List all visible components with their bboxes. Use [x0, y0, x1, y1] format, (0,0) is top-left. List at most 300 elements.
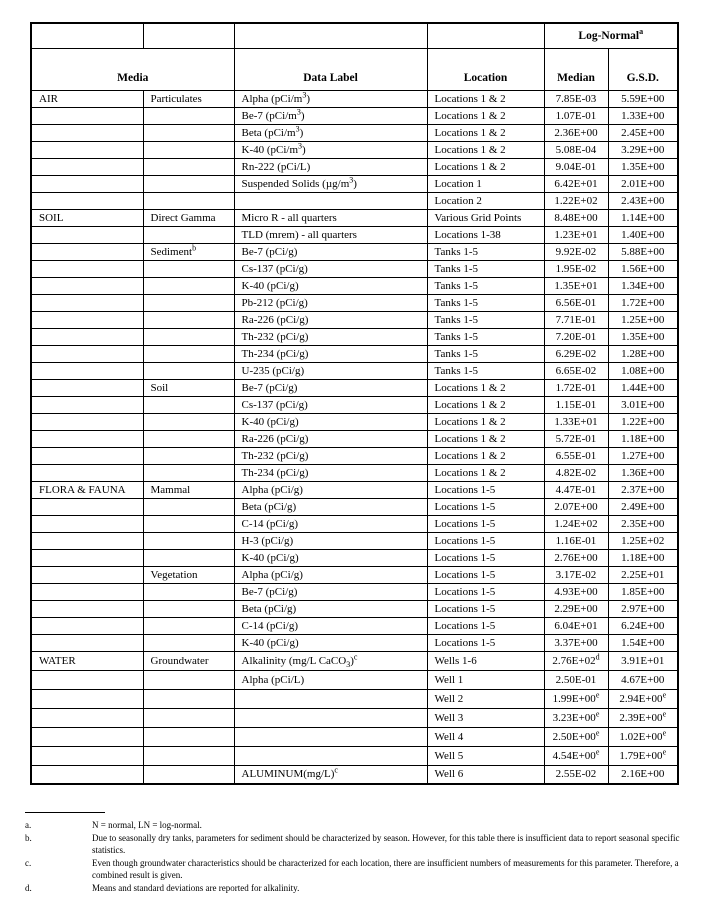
data-label-cell — [234, 708, 427, 727]
media-cell — [31, 379, 143, 396]
media-sub-cell — [143, 727, 234, 746]
footnote-text: Even though groundwater characteristics should be characterized for each location, there are insufficient numbers of measurements for this parameter. Therefore, a combined result is given. — [92, 857, 679, 880]
media-sub-cell — [143, 532, 234, 549]
superscript: e — [595, 746, 600, 756]
location-cell: Well 1 — [427, 670, 544, 689]
data-label-cell: K-40 $(pCi/m^3)$ — [234, 141, 427, 158]
location-cell: Locations 1 & 2 — [427, 107, 544, 124]
superscript: c — [353, 651, 358, 661]
table-row — [31, 430, 678, 447]
gsd-cell: 1.35E+00 — [608, 328, 678, 345]
data-label-cell: Ra-226 (pCi/g) — [234, 430, 427, 447]
media-cell — [31, 708, 143, 727]
superscript: b — [192, 243, 197, 252]
media-sub-cell — [143, 430, 234, 447]
median-cell: 7.85E-03 — [544, 90, 608, 107]
media-sub-cell — [143, 515, 234, 532]
media-sub-cell — [143, 141, 234, 158]
media-sub-cell — [143, 634, 234, 651]
median-cell: 5.72E-01 — [544, 430, 608, 447]
media-cell — [31, 175, 143, 192]
media-cell — [31, 413, 143, 430]
media-cell — [31, 515, 143, 532]
median-cell: 7.20E-01 — [544, 328, 608, 345]
data-label-cell: Alpha (pCi/L) — [234, 670, 427, 689]
median-cell: $1.99E+00^e$ — [544, 689, 608, 708]
superscript: d — [595, 651, 600, 661]
media-cell — [31, 226, 143, 243]
superscript: e — [595, 727, 600, 737]
data-label-cell: Rn-222 (pCi/L) — [234, 158, 427, 175]
location-cell: Locations 1-5 — [427, 515, 544, 532]
media-sub-cell — [143, 345, 234, 362]
gsd-cell: 3.29E+00 — [608, 141, 678, 158]
footnote-list — [25, 819, 697, 894]
location-cell: Locations 1 & 2 — [427, 379, 544, 396]
median-column-header: Median — [544, 48, 608, 90]
media-sub-cell — [143, 765, 234, 784]
gsd-cell: 1.33E+00 — [608, 107, 678, 124]
table-row — [31, 498, 678, 515]
table-row — [31, 124, 678, 141]
gsd-cell: 1.54E+00 — [608, 634, 678, 651]
media-sub-cell: Mammal — [143, 481, 234, 498]
media-sub-cell — [143, 464, 234, 481]
data-label-cell: Th-234 (pCi/g) — [234, 345, 427, 362]
data-label-cell: Be-7 (pCi/g) — [234, 379, 427, 396]
media-sub-cell — [143, 549, 234, 566]
gsd-cell: 2.01E+00 — [608, 175, 678, 192]
median-cell: 3.37E+00 — [544, 634, 608, 651]
footnote — [25, 857, 697, 882]
gsd-cell: 4.67E+00 — [608, 670, 678, 689]
gsd-cell: 1.40E+00 — [608, 226, 678, 243]
media-sub-cell — [143, 447, 234, 464]
location-cell: Well 6 — [427, 765, 544, 784]
media-cell — [31, 746, 143, 765]
location-cell: Various Grid Points — [427, 209, 544, 226]
data-label-cell: Micro R - all quarters — [234, 209, 427, 226]
location-cell: Wells 1-6 — [427, 651, 544, 670]
media-sub-cell — [143, 413, 234, 430]
table-row — [31, 583, 678, 600]
media-cell — [31, 727, 143, 746]
media-cell: SOIL — [31, 209, 143, 226]
median-cell: 1.07E-01 — [544, 107, 608, 124]
data-label-cell: Be-7 $(pCi/m^3)$ — [234, 107, 427, 124]
location-cell: Locations 1 & 2 — [427, 447, 544, 464]
data-label-cell: Cs-137 (pCi/g) — [234, 396, 427, 413]
data-label-cell: K-40 (pCi/g) — [234, 413, 427, 430]
location-cell: Tanks 1-5 — [427, 328, 544, 345]
median-cell: 1.16E-01 — [544, 532, 608, 549]
median-cell: 5.08E-04 — [544, 141, 608, 158]
data-label-cell: K-40 (pCi/g) — [234, 634, 427, 651]
superscript: 3 — [302, 90, 307, 99]
table-row — [31, 90, 678, 107]
gsd-cell: 1.35E+00 — [608, 158, 678, 175]
environmental-data-table — [30, 22, 679, 785]
location-cell: Locations 1-5 — [427, 634, 544, 651]
media-column-header: Media — [31, 48, 234, 90]
median-cell: 1.15E-01 — [544, 396, 608, 413]
table-body — [31, 90, 678, 784]
data-label-cell: Beta $(pCi/m^3)$ — [234, 124, 427, 141]
location-cell: Locations 1-5 — [427, 532, 544, 549]
table-row — [31, 670, 678, 689]
location-cell: Tanks 1-5 — [427, 243, 544, 260]
media-sub-cell — [143, 746, 234, 765]
gsd-cell: 3.01E+00 — [608, 396, 678, 413]
data-label-cell: TLD (mrem) - all quarters — [234, 226, 427, 243]
data-label-cell — [234, 746, 427, 765]
location-column-header: Location — [427, 48, 544, 90]
median-cell: $3.23E+00^e$ — [544, 708, 608, 727]
table-row — [31, 345, 678, 362]
location-cell: Tanks 1-5 — [427, 311, 544, 328]
footnote — [25, 882, 697, 895]
gsd-cell: 2.49E+00 — [608, 498, 678, 515]
location-cell: Locations 1 & 2 — [427, 396, 544, 413]
median-cell: 4.82E-02 — [544, 464, 608, 481]
media-sub-cell — [143, 617, 234, 634]
data-label-cell: Th-232 (pCi/g) — [234, 447, 427, 464]
table-row — [31, 260, 678, 277]
media-sub-cell: Particulates — [143, 90, 234, 107]
median-cell: 6.42E+01 — [544, 175, 608, 192]
location-cell: Tanks 1-5 — [427, 277, 544, 294]
table-row — [31, 765, 678, 784]
table-row — [31, 209, 678, 226]
location-cell: Well 3 — [427, 708, 544, 727]
media-cell — [31, 362, 143, 379]
gsd-cell: 1.18E+00 — [608, 430, 678, 447]
data-label-cell: C-14 (pCi/g) — [234, 617, 427, 634]
superscript: e — [662, 708, 667, 718]
median-cell: 1.23E+01 — [544, 226, 608, 243]
media-cell — [31, 396, 143, 413]
table-row — [31, 746, 678, 765]
location-cell: Locations 1 & 2 — [427, 141, 544, 158]
media-cell — [31, 634, 143, 651]
table-row — [31, 175, 678, 192]
location-cell: Locations 1-5 — [427, 498, 544, 515]
footnote — [25, 819, 697, 832]
data-label-cell: K-40 (pCi/g) — [234, 549, 427, 566]
data-label-cell: H-3 (pCi/g) — [234, 532, 427, 549]
median-cell: 1.33E+01 — [544, 413, 608, 430]
data-label-cell: Th-234 (pCi/g) — [234, 464, 427, 481]
gsd-cell: 2.45E+00 — [608, 124, 678, 141]
media-sub-cell: Groundwater — [143, 651, 234, 670]
subscript: 3 — [346, 659, 351, 669]
superscript: e — [595, 708, 600, 718]
media-sub-cell — [143, 362, 234, 379]
location-cell: Well 5 — [427, 746, 544, 765]
gsd-cell: 1.25E+00 — [608, 311, 678, 328]
gsd-cell: 1.22E+00 — [608, 413, 678, 430]
gsd-cell: 3.91E+01 — [608, 651, 678, 670]
media-cell — [31, 277, 143, 294]
location-cell: Location 1 — [427, 175, 544, 192]
median-cell: 7.71E-01 — [544, 311, 608, 328]
superscript: 3 — [295, 124, 300, 133]
gsd-cell: 1.44E+00 — [608, 379, 678, 396]
media-cell — [31, 294, 143, 311]
median-cell: 4.93E+00 — [544, 583, 608, 600]
table-row — [31, 464, 678, 481]
media-sub-cell — [143, 583, 234, 600]
gsd-cell: 2.35E+00 — [608, 515, 678, 532]
media-sub-cell — [143, 277, 234, 294]
media-cell — [31, 447, 143, 464]
media-cell — [31, 583, 143, 600]
median-cell: 6.56E-01 — [544, 294, 608, 311]
table-row — [31, 226, 678, 243]
media-sub-cell: Direct Gamma — [143, 209, 234, 226]
data-label-cell — [234, 192, 427, 209]
data-label-cell: Beta (pCi/g) — [234, 498, 427, 515]
gsd-column-header: G.S.D. — [608, 48, 678, 90]
data-label-cell: C-14 (pCi/g) — [234, 515, 427, 532]
location-cell: Tanks 1-5 — [427, 260, 544, 277]
media-sub-cell — [143, 294, 234, 311]
data-label-cell: U-235 (pCi/g) — [234, 362, 427, 379]
media-cell — [31, 689, 143, 708]
data-label-cell: Alpha $(pCi/m^3)$ — [234, 90, 427, 107]
media-cell — [31, 158, 143, 175]
median-cell: 8.48E+00 — [544, 209, 608, 226]
median-cell: 1.35E+01 — [544, 277, 608, 294]
table-row — [31, 651, 678, 670]
location-cell: Location 2 — [427, 192, 544, 209]
media-cell — [31, 617, 143, 634]
footnote-text: N = normal, LN = log-normal. — [92, 820, 202, 830]
table-row — [31, 708, 678, 727]
gsd-cell: 1.18E+00 — [608, 549, 678, 566]
superscript: 3 — [349, 175, 354, 184]
median-cell: 6.65E-02 — [544, 362, 608, 379]
media-sub-cell: Soil — [143, 379, 234, 396]
empty-header-cell — [427, 23, 544, 48]
table-row — [31, 689, 678, 708]
superscript: e — [662, 746, 667, 756]
gsd-cell: $2.94E+00^e$ — [608, 689, 678, 708]
media-cell: FLORA & FAUNA — [31, 481, 143, 498]
footnote-text: Means and standard deviations are reported for alkalinity. — [92, 882, 300, 893]
media-cell — [31, 124, 143, 141]
table-row — [31, 243, 678, 260]
footnote-letter: b. — [25, 832, 32, 843]
table-row — [31, 107, 678, 124]
gsd-cell: $1.02E+00^e$ — [608, 727, 678, 746]
median-cell: 9.92E-02 — [544, 243, 608, 260]
gsd-cell: 2.97E+00 — [608, 600, 678, 617]
footnote-letter: a. — [25, 820, 32, 830]
median-cell: 2.07E+00 — [544, 498, 608, 515]
media-cell — [31, 107, 143, 124]
gsd-cell: 1.27E+00 — [608, 447, 678, 464]
media-cell — [31, 498, 143, 515]
table-row — [31, 277, 678, 294]
data-label-cell: K-40 (pCi/g) — [234, 277, 427, 294]
location-cell: Locations 1 & 2 — [427, 464, 544, 481]
data-label-cell: Pb-212 (pCi/g) — [234, 294, 427, 311]
location-cell: Tanks 1-5 — [427, 294, 544, 311]
media-cell — [31, 430, 143, 447]
media-cell — [31, 670, 143, 689]
data-label-cell: Alpha (pCi/g) — [234, 566, 427, 583]
gsd-cell: $1.79E+00^e$ — [608, 746, 678, 765]
location-cell: Locations 1 & 2 — [427, 430, 544, 447]
location-cell: Locations 1 & 2 — [427, 124, 544, 141]
location-cell: Locations 1-5 — [427, 481, 544, 498]
data-label-cell: Th-232 (pCi/g) — [234, 328, 427, 345]
media-cell — [31, 600, 143, 617]
location-cell: Locations 1 & 2 — [427, 90, 544, 107]
gsd-cell: 2.25E+01 — [608, 566, 678, 583]
media-sub-cell — [143, 670, 234, 689]
gsd-cell: 1.34E+00 — [608, 277, 678, 294]
location-cell: Locations 1 & 2 — [427, 413, 544, 430]
footnote — [25, 832, 697, 857]
media-cell — [31, 260, 143, 277]
data-label-cell: Alpha (pCi/g) — [234, 481, 427, 498]
table-row — [31, 328, 678, 345]
median-cell: 1.24E+02 — [544, 515, 608, 532]
media-sub-cell — [143, 498, 234, 515]
gsd-cell: 2.43E+00 — [608, 192, 678, 209]
media-cell — [31, 464, 143, 481]
data-label-cell: Cs-137 (pCi/g) — [234, 260, 427, 277]
media-sub-cell — [143, 260, 234, 277]
location-cell: Locations 1-5 — [427, 600, 544, 617]
media-sub-cell: Sediment$^b$ — [143, 243, 234, 260]
footnote-letter: d. — [25, 882, 32, 893]
median-cell: 3.17E-02 — [544, 566, 608, 583]
location-cell: Locations 1 & 2 — [427, 158, 544, 175]
table-row — [31, 447, 678, 464]
footnotes-section — [25, 812, 697, 894]
median-cell: 6.04E+01 — [544, 617, 608, 634]
median-cell: $2.50E+00^e$ — [544, 727, 608, 746]
table-row — [31, 311, 678, 328]
median-cell: 6.55E-01 — [544, 447, 608, 464]
table-row — [31, 617, 678, 634]
data-label-cell: Be-7 (pCi/g) — [234, 243, 427, 260]
table-row — [31, 413, 678, 430]
superscript: c — [334, 765, 338, 775]
media-cell: AIR — [31, 90, 143, 107]
empty-header-cell — [31, 23, 143, 48]
table-row — [31, 396, 678, 413]
median-cell: 1.72E-01 — [544, 379, 608, 396]
media-sub-cell — [143, 158, 234, 175]
media-cell: WATER — [31, 651, 143, 670]
footnote-rule — [25, 812, 105, 813]
media-sub-cell — [143, 192, 234, 209]
media-sub-cell — [143, 600, 234, 617]
media-sub-cell — [143, 124, 234, 141]
location-cell: Well 2 — [427, 689, 544, 708]
superscript: e — [595, 689, 600, 699]
media-cell — [31, 345, 143, 362]
median-cell: 1.22E+02 — [544, 192, 608, 209]
gsd-cell: 2.16E+00 — [608, 765, 678, 784]
empty-header-cell — [234, 23, 427, 48]
data-label-cell: Suspended Solids $(\mu g/m^3)$ — [234, 175, 427, 192]
gsd-cell: 1.25E+02 — [608, 532, 678, 549]
media-sub-cell — [143, 708, 234, 727]
median-cell: 2.29E+00 — [544, 600, 608, 617]
table-row — [31, 158, 678, 175]
table-row — [31, 600, 678, 617]
median-cell: 4.47E-01 — [544, 481, 608, 498]
superscript: e — [662, 689, 667, 699]
gsd-cell: 1.08E+00 — [608, 362, 678, 379]
media-sub-cell — [143, 226, 234, 243]
data-label-cell: $ALUMINUM(mg/L)^c$ — [234, 765, 427, 784]
table-row — [31, 549, 678, 566]
data-label-cell — [234, 727, 427, 746]
media-sub-cell — [143, 689, 234, 708]
media-cell — [31, 765, 143, 784]
log-normal-header: Log-Normal$^a$ — [544, 23, 678, 48]
media-cell — [31, 192, 143, 209]
data-label-cell: Ra-226 (pCi/g) — [234, 311, 427, 328]
table-row — [31, 727, 678, 746]
table-row — [31, 362, 678, 379]
median-cell: 2.76E+00 — [544, 549, 608, 566]
media-sub-cell — [143, 175, 234, 192]
media-sub-cell — [143, 311, 234, 328]
media-cell — [31, 566, 143, 583]
media-cell — [31, 311, 143, 328]
media-sub-cell — [143, 396, 234, 413]
median-cell: 2.36E+00 — [544, 124, 608, 141]
table-row — [31, 566, 678, 583]
media-sub-cell: Vegetation — [143, 566, 234, 583]
location-cell: Tanks 1-5 — [427, 345, 544, 362]
table-row — [31, 192, 678, 209]
superscript: e — [662, 727, 667, 737]
header-row-lognormal — [31, 23, 678, 48]
table-row — [31, 141, 678, 158]
table-row — [31, 634, 678, 651]
media-cell — [31, 549, 143, 566]
location-cell: Locations 1-5 — [427, 566, 544, 583]
gsd-cell: 1.14E+00 — [608, 209, 678, 226]
table-row — [31, 515, 678, 532]
data-label-cell — [234, 689, 427, 708]
gsd-cell: 1.36E+00 — [608, 464, 678, 481]
gsd-cell: 6.24E+00 — [608, 617, 678, 634]
median-cell: 1.95E-02 — [544, 260, 608, 277]
media-cell — [31, 532, 143, 549]
median-cell: 9.04E-01 — [544, 158, 608, 175]
table-row — [31, 481, 678, 498]
location-cell: Well 4 — [427, 727, 544, 746]
data-label-cell: Be-7 (pCi/g) — [234, 583, 427, 600]
location-cell: Locations 1-5 — [427, 617, 544, 634]
gsd-cell: 5.88E+00 — [608, 243, 678, 260]
location-cell: Locations 1-38 — [427, 226, 544, 243]
gsd-cell: 5.59E+00 — [608, 90, 678, 107]
median-cell: 2.55E-02 — [544, 765, 608, 784]
footnote-text: Due to seasonally dry tanks, parameters for sediment should be characterized by season. However, for this table there is insufficient data to report seasonal specific statistics. — [92, 832, 680, 855]
data-label-column-header: Data Label — [234, 48, 427, 90]
gsd-cell: 1.85E+00 — [608, 583, 678, 600]
